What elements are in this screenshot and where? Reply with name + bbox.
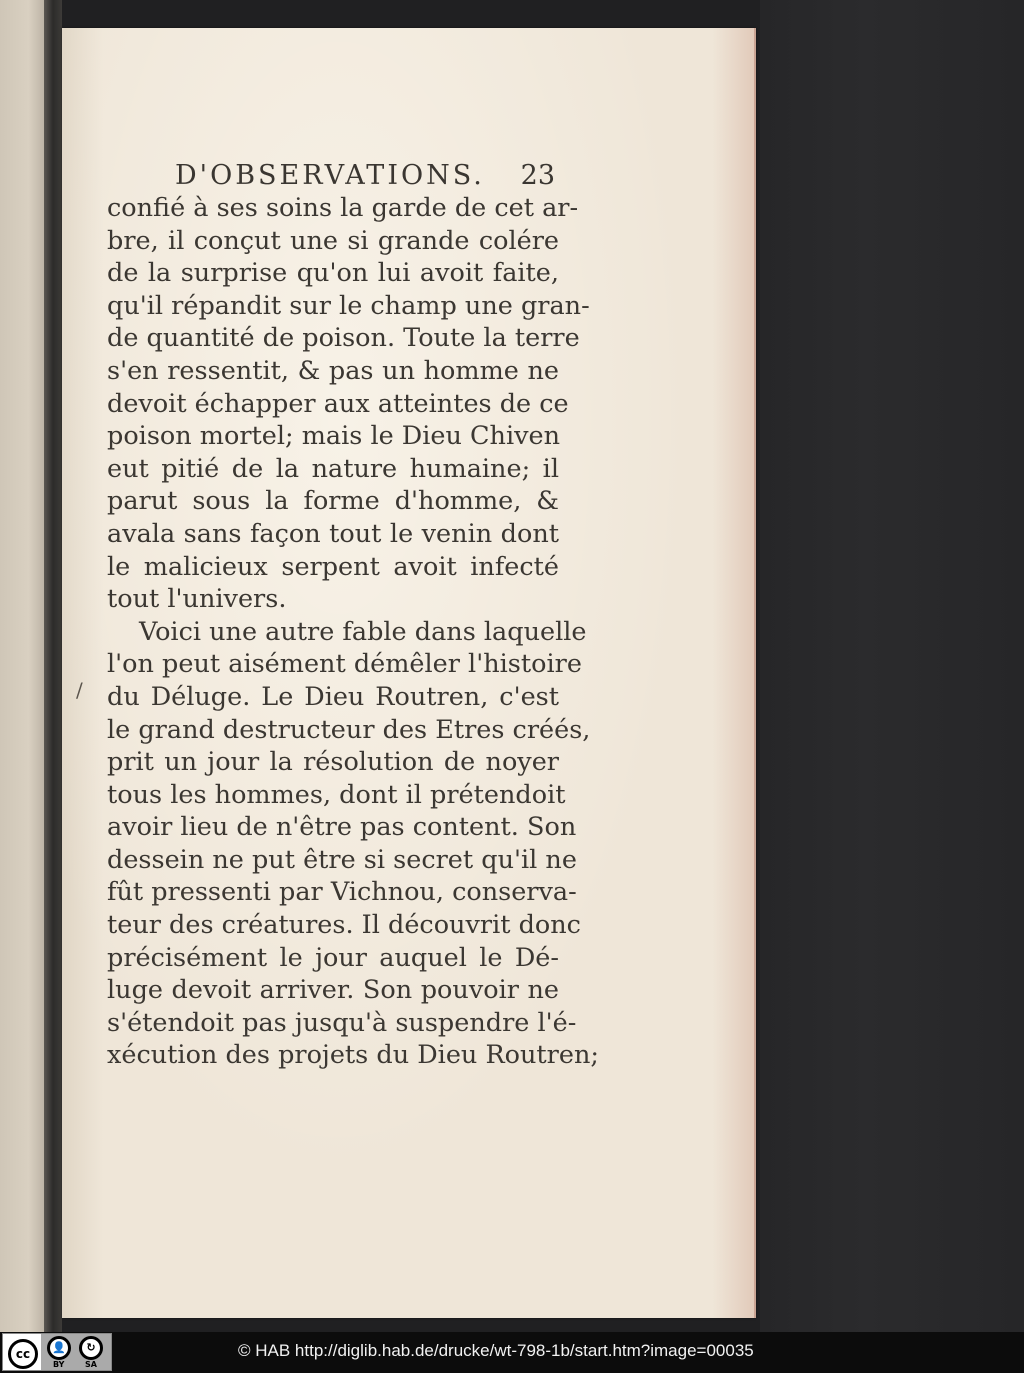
text-line: parut sous la forme d'homme, &	[107, 486, 559, 517]
text-line: de quantité de poison. Toute la terre	[107, 323, 580, 354]
running-title: D'OBSERVATIONS.	[175, 160, 485, 191]
margin-mark: /	[76, 678, 83, 702]
text-line: avoir lieu de n'être pas content. Son	[107, 812, 577, 843]
text-line: eut pitié de la nature humaine; il	[107, 453, 559, 484]
share-alike-icon: ↻	[79, 1336, 103, 1360]
page-header	[175, 160, 555, 196]
text-line: le grand destructeur des Etres créés,	[107, 714, 591, 745]
text-line: le malicieux serpent avoit infecté	[107, 551, 559, 582]
cc-sa-label: SA	[85, 1360, 97, 1369]
cc-icon: cc	[8, 1339, 38, 1369]
text-line: dessein ne put être si secret qu'il ne	[107, 844, 577, 875]
text-line: précisément le jour auquel le Dé-	[107, 942, 559, 973]
text-line: teur des créatures. Il découvrit donc	[107, 910, 581, 941]
text-line: xécution des projets du Dieu Routren;	[107, 1040, 599, 1071]
cc-license-badge[interactable]	[2, 1333, 112, 1371]
footer-bar	[0, 1332, 1024, 1373]
text-line: s'en ressentit, & pas un homme ne	[107, 355, 559, 386]
text-line: du Déluge. Le Dieu Routren, c'est	[107, 681, 559, 712]
text-line: devoit échapper aux atteintes de ce	[107, 388, 569, 419]
text-line: poison mortel; mais le Dieu Chiven	[107, 421, 561, 452]
cc-badge-right	[41, 1334, 111, 1370]
text-line: luge devoit arriver. Son pouvoir ne	[107, 975, 559, 1006]
text-line: l'on peut aisément démêler l'histoire	[107, 649, 582, 680]
cc-badge-left	[5, 1336, 39, 1368]
text-line: tout l'univers.	[107, 584, 287, 615]
text-line: s'étendoit pas jusqu'à suspendre l'é-	[107, 1007, 577, 1038]
text-line: confié à ses soins la garde de cet ar-	[107, 193, 579, 223]
book-binding	[44, 0, 62, 1332]
text-line: qu'il répandit sur le champ une gran-	[107, 290, 590, 321]
text-line: avala sans façon tout le venin dont	[107, 518, 559, 549]
text-line: bre, il conçut une si grande colére	[107, 225, 559, 256]
text-line: tous les hommes, dont il prétendoit	[107, 779, 566, 810]
page-number: 23	[520, 160, 555, 191]
text-line: de la surprise qu'on lui avoit faite,	[107, 258, 559, 289]
cc-by-label: BY	[53, 1360, 65, 1369]
text-line: prit un jour la résolution de noyer	[107, 747, 559, 778]
person-icon: 👤	[47, 1336, 71, 1360]
text-line: Voici une autre fable dans laquelle	[139, 616, 587, 647]
page-text	[107, 192, 599, 1072]
scan-background	[760, 0, 1024, 1332]
text-line: fût pressenti par Vichnou, conserva-	[107, 877, 577, 908]
footer-credit-link[interactable]: © HAB http://diglib.hab.de/drucke/wt-798-1b/start.htm?image=00035	[238, 1341, 754, 1360]
